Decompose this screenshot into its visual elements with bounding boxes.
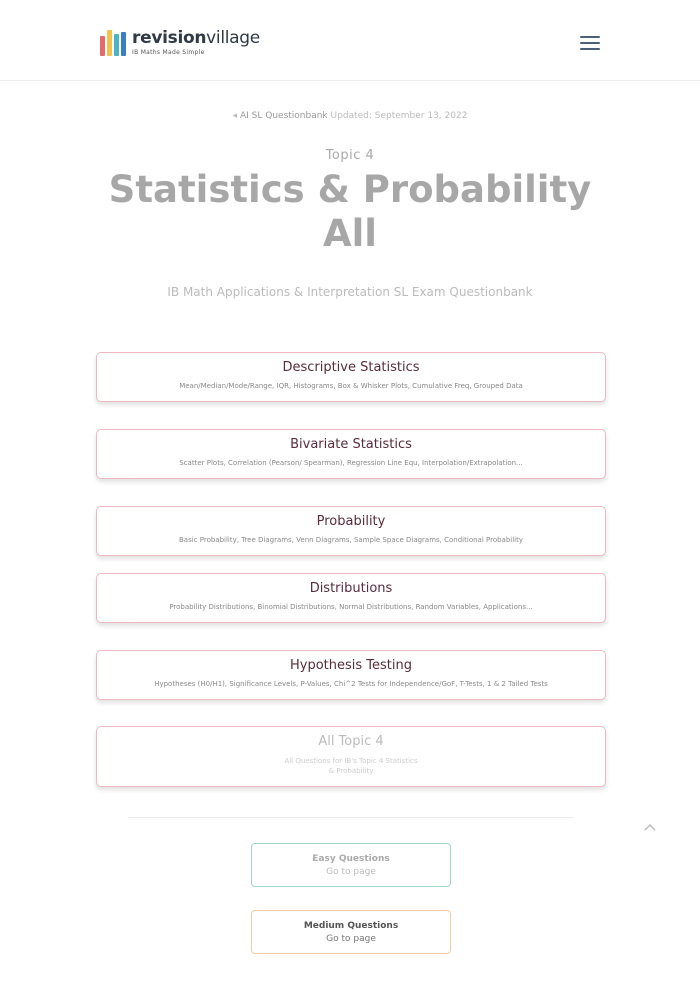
card-description: Probability Distributions, Binomial Distributions, Normal Distributions, Random Variables, Applications...: [169, 603, 533, 611]
divider: [128, 817, 574, 818]
card-title: Probability: [316, 514, 386, 529]
updated-date: Updated: September 13, 2022: [330, 111, 468, 121]
topic-label: Topic 4: [325, 148, 375, 163]
card-all-topic-4[interactable]: [96, 726, 606, 787]
card-description: All Questions for IB's Topic 4 Statistics & Probability: [284, 757, 418, 775]
card-distributions[interactable]: [96, 573, 606, 623]
card-probability[interactable]: [96, 506, 606, 556]
card-title: Descriptive Statistics: [282, 360, 420, 375]
page-subtitle: IB Math Applications & Interpretation SL Exam Questionbank: [167, 285, 533, 299]
breadcrumb: [0, 111, 700, 121]
card-title: Hypothesis Testing: [289, 658, 412, 673]
card-description: Scatter Plots, Correlation (Pearson/ Spearman), Regression Line Equ, Interpolation/Extrapolation...: [179, 459, 523, 467]
hamburger-icon[interactable]: [580, 36, 600, 52]
logo-name: revisionvillage: [132, 28, 260, 48]
page-title-line-1: Statistics & Probability: [108, 168, 592, 211]
easy-questions-button[interactable]: [251, 843, 451, 887]
logo-tagline: IB Maths Made Simple: [132, 49, 205, 56]
card-description: Basic Probability, Tree Diagrams, Venn Diagrams, Sample Space Diagrams, Conditional Probability: [178, 536, 524, 544]
card-title: Bivariate Statistics: [290, 437, 412, 452]
revision-village-logo[interactable]: [100, 30, 260, 56]
button-title: Easy Questions: [312, 854, 390, 864]
button-subtitle: Go to page: [326, 867, 376, 877]
medium-questions-button[interactable]: [251, 910, 451, 954]
logo-bars-icon: [100, 30, 126, 56]
card-descriptive-statistics[interactable]: [96, 352, 606, 402]
back-arrow-icon[interactable]: ◂: [232, 111, 238, 121]
breadcrumb-link[interactable]: AI SL Questionbank: [239, 111, 328, 121]
page-title-line-2: All: [322, 212, 377, 255]
card-hypothesis-testing[interactable]: [96, 650, 606, 700]
page-title: [0, 168, 700, 256]
button-title: Medium Questions: [303, 921, 399, 931]
card-title: All Topic 4: [318, 734, 384, 749]
back-to-top-icon[interactable]: [643, 822, 657, 832]
card-description: Mean/Median/Mode/Range, IQR, Histograms, Box & Whisker Plots, Cumulative Freq, Grouped Data: [179, 382, 523, 390]
card-title: Distributions: [309, 581, 393, 596]
card-description: Hypotheses (H0/H1), Significance Levels, P-Values, Chi^2 Tests for Independence/GoF, T-Tests, 1 & 2 Tailed Tests: [154, 680, 548, 688]
site-header: [0, 0, 700, 81]
card-bivariate-statistics[interactable]: [96, 429, 606, 479]
button-subtitle: Go to page: [326, 934, 376, 944]
